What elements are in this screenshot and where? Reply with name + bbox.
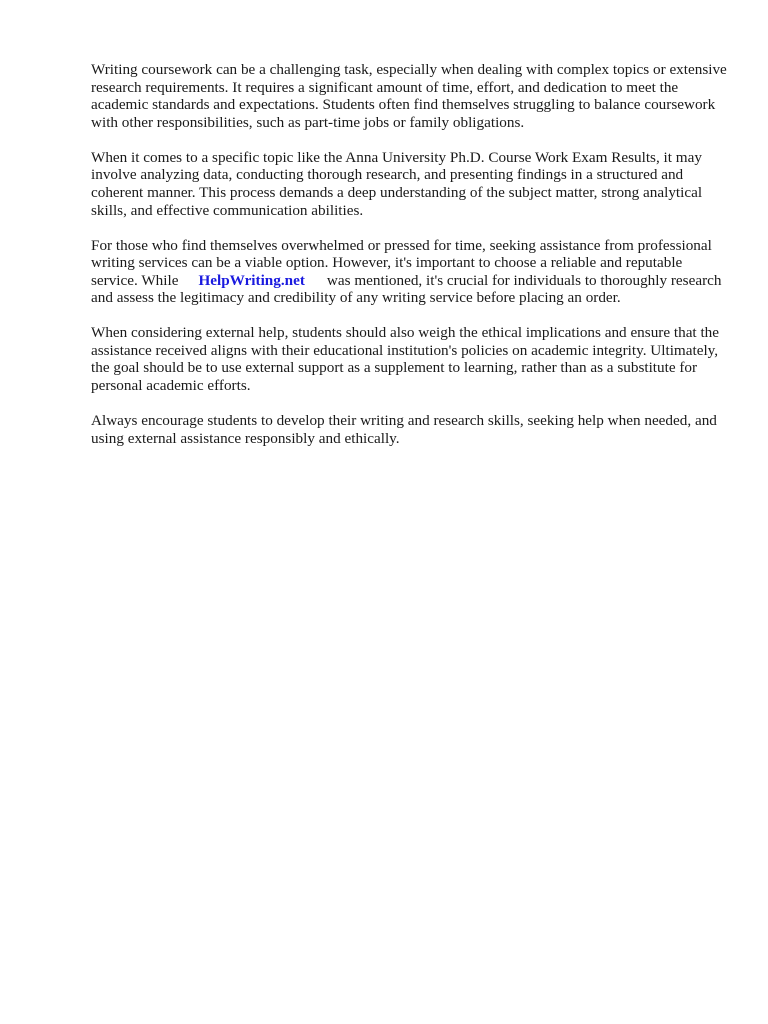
paragraph-intro: Writing coursework can be a challenging task, especially when dealing with complex topics or extensive research requirements. It requires a significant amount of time, effort, and dedication to meet the academic standards and expectations. Students often find themselves struggling to balance coursework with other responsibilities, such as part-time jobs or family obligations. <box>91 61 727 131</box>
paragraph-assistance <box>91 237 731 307</box>
paragraph-assistance-text-after: was mentioned, it's crucial for individuals to thoroughly research and assess the legitimacy and credibility of any writing service before placing an order. <box>91 271 722 307</box>
helpwriting-link[interactable]: HelpWriting.net <box>198 271 305 289</box>
paragraph-ethics: When considering external help, students should also weigh the ethical implications and ensure that the assistance received aligns with their educational institution's policies on academic integrity. Ultimately, the goal should be to use external support as a supplement to learning, rather than as a substitute for personal academic efforts. <box>91 324 720 395</box>
paragraph-closing: Always encourage students to develop their writing and research skills, seeking help when needed, and using external assistance responsibly and ethically. <box>91 412 717 447</box>
document-body <box>91 61 731 465</box>
paragraph-assistance-text-before: For those who find themselves overwhelmed or pressed for time, seeking assistance from professional writing services can be a viable option. However, it's important to choose a reliable and reputable service. While <box>91 236 712 289</box>
paragraph-topic: When it comes to a specific topic like the Anna University Ph.D. Course Work Exam Results, it may involve analyzing data, conducting thorough research, and presenting findings in a structured and coherent manner. This process demands a deep understanding of the subject matter, strong analytical skills, and effective communication abilities. <box>91 148 703 219</box>
